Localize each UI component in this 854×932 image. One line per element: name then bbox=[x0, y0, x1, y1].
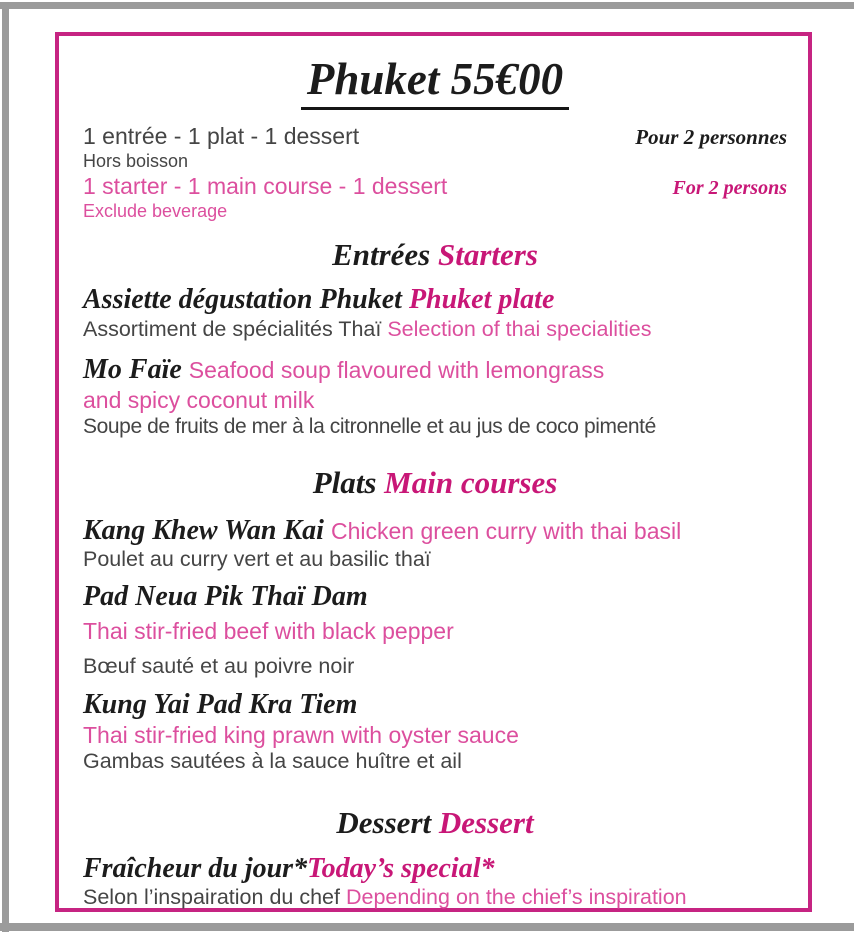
dish-description-english: Thai stir-fried beef with black pepper bbox=[83, 618, 454, 645]
note-english: Exclude beverage bbox=[83, 201, 228, 222]
section-heading-starters bbox=[83, 237, 787, 273]
dish-name-english: Today’s special* bbox=[307, 852, 495, 884]
dish-description-english: Thai stir-fried king prawn with oyster sauce bbox=[83, 721, 519, 748]
dish-name-english: Phuket plate bbox=[408, 284, 555, 316]
intro-row-french bbox=[83, 122, 787, 151]
menu-item-kang-khew-wan-kai bbox=[83, 515, 787, 573]
menu-title-wrap bbox=[83, 54, 787, 110]
dish-name bbox=[83, 354, 787, 386]
persons-english: For 2 persons bbox=[672, 177, 787, 200]
dish-description-french: Poulet au curry vert et au basilic thaï bbox=[83, 547, 431, 572]
dish-description-french: Selon l’inspairation du chef bbox=[83, 884, 340, 909]
dish-description-english: Chicken green curry with thai basil bbox=[330, 517, 682, 544]
dish-description-english-line1: Seafood soup flavoured with lemongrass bbox=[188, 357, 605, 384]
scan-frame-left bbox=[2, 2, 9, 932]
dish-name bbox=[83, 853, 787, 885]
heading-starters-english: Starters bbox=[438, 236, 538, 272]
menu-item-fraicheur-du-jour bbox=[83, 853, 787, 911]
heading-dessert-french: Dessert bbox=[336, 805, 432, 841]
menu-item-pad-neua-pik-thai-dam bbox=[83, 581, 787, 680]
scan-frame-bottom bbox=[0, 923, 854, 931]
section-heading-main-courses bbox=[83, 465, 787, 501]
formula-english: 1 starter - 1 main course - 1 dessert bbox=[83, 173, 448, 200]
dish-name-thai: Kang Khew Wan Kai bbox=[83, 514, 324, 546]
menu-card bbox=[55, 32, 812, 912]
dish-description-english-line2: and spicy coconut milk bbox=[83, 386, 315, 413]
intro-row-english bbox=[83, 172, 787, 201]
heading-mains-french: Plats bbox=[312, 465, 377, 501]
dish-name-thai: Kung Yai Pad Kra Tiem bbox=[83, 689, 358, 721]
dish-name-french: Assiette dégustation Phuket bbox=[83, 284, 402, 316]
menu-item-kung-yai-pad-kra-tiem bbox=[83, 689, 787, 775]
dish-name bbox=[83, 284, 787, 316]
dish-description bbox=[83, 885, 787, 911]
dish-name bbox=[83, 515, 787, 547]
heading-starters-french: Entrées bbox=[332, 236, 431, 272]
dish-name-thai: Mo Faïe bbox=[83, 354, 182, 386]
menu-intro bbox=[83, 122, 787, 223]
scan-frame-top bbox=[0, 2, 854, 9]
note-french: Hors boisson bbox=[83, 150, 189, 171]
dish-description-english: Depending on the chief’s inspiration bbox=[345, 884, 687, 909]
menu-title: Phuket 55€00 bbox=[301, 54, 569, 110]
dish-description-french: Bœuf sauté et au poivre noir bbox=[83, 653, 355, 678]
heading-mains-english: Main courses bbox=[384, 465, 558, 501]
formula-french: 1 entrée - 1 plat - 1 dessert bbox=[83, 122, 360, 149]
dish-description-english: Selection of thai specialities bbox=[387, 316, 652, 341]
menu-item-mo-faie bbox=[83, 354, 787, 439]
dish-description-french: Gambas sautées à la sauce huître et ail bbox=[83, 749, 462, 774]
dish-description-french: Soupe de fruits de mer à la citronnelle et au jus de coco pimenté bbox=[83, 415, 656, 439]
dish-name-thai: Pad Neua Pik Thaï Dam bbox=[83, 580, 368, 612]
heading-dessert-english: Dessert bbox=[438, 805, 534, 841]
persons-french: Pour 2 personnes bbox=[635, 124, 787, 149]
menu-item-phuket-plate bbox=[83, 284, 787, 342]
dish-description bbox=[83, 317, 787, 343]
dish-name-french: Fraîcheur du jour* bbox=[83, 852, 308, 884]
section-heading-dessert bbox=[83, 805, 787, 841]
dish-description-french: Assortiment de spécialités Thaï bbox=[83, 316, 382, 341]
